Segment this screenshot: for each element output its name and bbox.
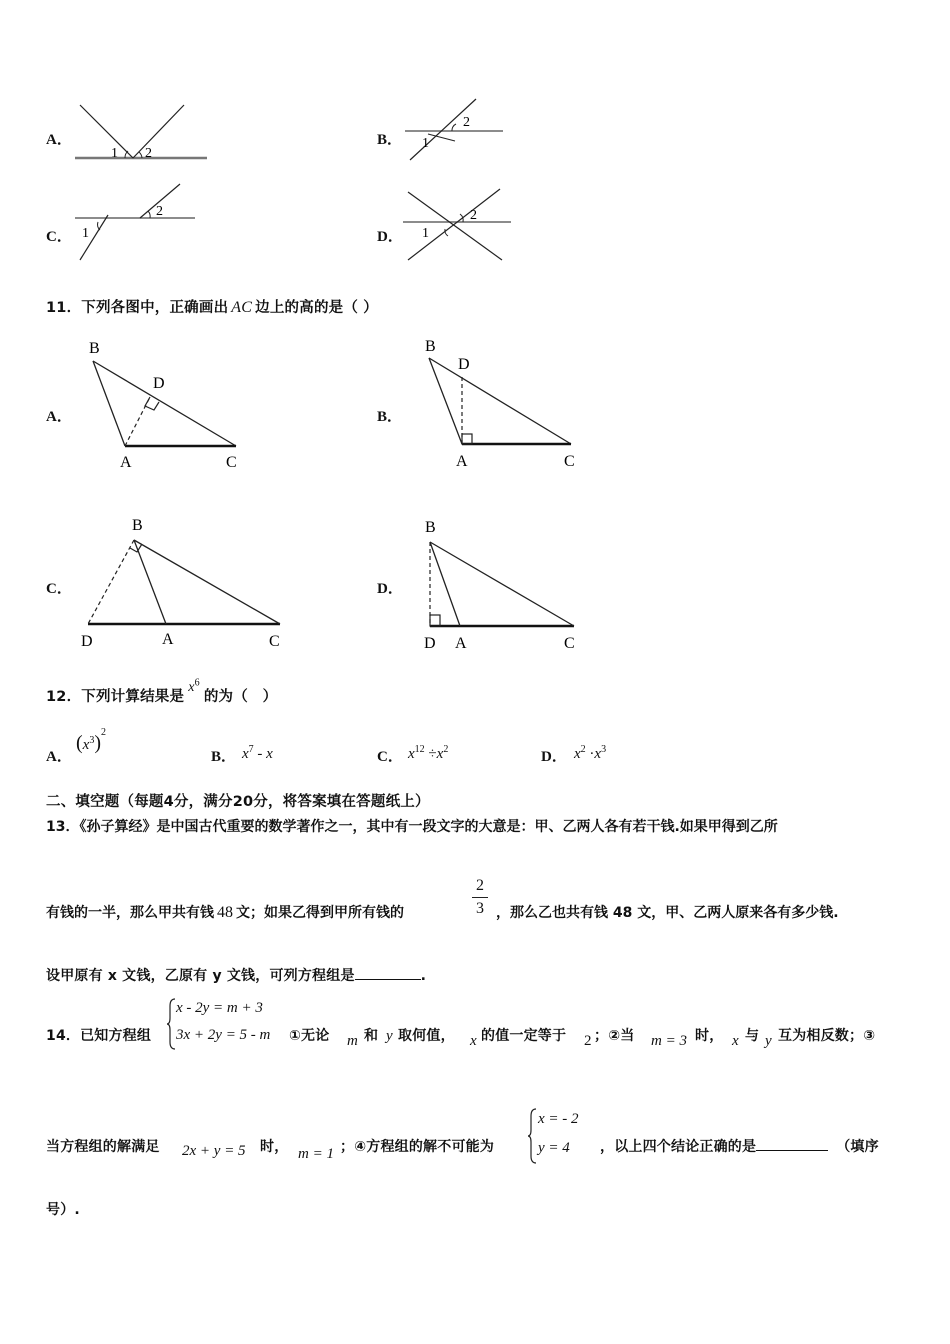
q11d-point-B: B — [425, 519, 436, 536]
q14-l2-t3: ，以上四个结论正确的是 （填序 — [600, 1136, 879, 1156]
q13-line3: 设甲原有 x 文钱，乙原有 y 文钱，可列方程组是 . — [46, 965, 426, 985]
q11-option-b: B． — [377, 409, 403, 425]
q13-frac-bar — [472, 897, 488, 898]
q11d-point-C: C — [564, 635, 575, 652]
q11-stem: 11．下列各图中，正确画出 AC 边上的高的是（ ） — [46, 299, 378, 316]
q10-option-b: B． — [377, 132, 403, 148]
q13-line2: 有钱的一半，那么甲共有钱 48 文；如果乙得到甲所有钱的 — [46, 904, 404, 921]
q12-expr-a: $(x^3)^2$ — [76, 727, 107, 754]
q12-option-b: B． — [211, 749, 237, 765]
section-heading: 二、填空题（每题4分，满分20分，将答案填在答题纸上） — [46, 794, 430, 810]
q14-sol1: x = - 2 — [538, 1111, 579, 1127]
q13-frac-num: 2 — [476, 877, 484, 894]
q13-frac-den: 3 — [476, 900, 484, 917]
q14-t8: 互为相反数；③ — [778, 1028, 876, 1044]
q14-l2-pre: 当方程组的解满足 — [46, 1139, 160, 1155]
q10b-angle-2: 2 — [463, 115, 470, 130]
q11-option-a: A． — [46, 409, 72, 425]
q14-sol2: y = 4 — [538, 1140, 570, 1156]
q14-eq2: 3x + 2y = 5 - m — [176, 1027, 271, 1043]
q11-figure-d — [418, 514, 583, 654]
q11a-point-C: C — [226, 454, 237, 471]
q10-figure-a — [70, 100, 210, 166]
q11c-point-B: B — [132, 517, 143, 534]
q11b-point-C: C — [564, 453, 575, 470]
q10a-angle-2: 2 — [145, 146, 152, 161]
q11b-point-A: A — [456, 453, 468, 470]
q14-x1: x — [470, 1033, 477, 1049]
q11d-point-A: A — [455, 635, 467, 652]
q10d-angle-2: 2 — [470, 208, 477, 223]
q14-l2-t2: ；④方程组的解不可能为 — [340, 1139, 495, 1155]
q11-figure-b — [418, 334, 583, 474]
q14-t5: ；②当 — [594, 1028, 635, 1044]
q14-t4: 的值一定等于 — [481, 1028, 567, 1044]
q13-line2-post: ，那么乙也共有钱 48 文，甲、乙两人原来各有多少钱. — [496, 905, 839, 921]
q14-l3: 号）. — [46, 1202, 80, 1218]
q12-option-d: D． — [541, 749, 567, 765]
q11c-point-D: D — [81, 633, 93, 650]
q14-x2: x — [732, 1033, 739, 1049]
q12-option-a: A． — [46, 749, 72, 765]
q11-figure-a — [80, 336, 250, 476]
q14-t2: 和 — [364, 1028, 379, 1044]
q11-option-c: C． — [46, 581, 72, 597]
q11b-point-B: B — [425, 338, 436, 355]
q10c-angle-1: 1 — [82, 226, 89, 241]
q10-option-c: C． — [46, 229, 72, 245]
q14-m1: m — [347, 1033, 358, 1049]
q11-option-d: D． — [377, 581, 403, 597]
q11c-point-A: A — [162, 631, 174, 648]
q10-option-d: D． — [377, 229, 403, 245]
q14-two: 2 — [584, 1033, 592, 1049]
q11a-point-A: A — [120, 454, 132, 471]
q10-figure-c — [70, 180, 200, 266]
q13-line1: 13．《孙子算经》是中国古代重要的数学著作之一，其中有一段文字的大意是：甲、乙两人各有若干钱.如果甲得到乙所 — [46, 819, 778, 835]
q10c-angle-2: 2 — [156, 204, 163, 219]
q12-expr-b: $x^7$ - x — [242, 744, 273, 762]
q10-option-a: A． — [46, 132, 72, 148]
q12-expr-c: $x^{12} \div x^2$ — [408, 744, 449, 762]
q13-fraction — [472, 876, 488, 919]
q11-figure-c — [76, 512, 286, 652]
q10b-angle-1: 1 — [422, 136, 429, 151]
q14-t7: 与 — [745, 1028, 760, 1044]
q11a-point-D: D — [153, 375, 165, 392]
q14-y2: y — [765, 1033, 772, 1049]
q14-m-eq1: m = 1 — [298, 1146, 334, 1162]
q12-stem: 12．下列计算结果是$x^6$的为（ ） — [46, 677, 278, 705]
q10a-angle-1: 1 — [111, 146, 118, 161]
q10-figure-d — [400, 184, 515, 266]
q14-t3: 取何值， — [398, 1028, 455, 1044]
q14-eq1: x - 2y = m + 3 — [176, 1000, 263, 1016]
q14-l2-t1: 时， — [260, 1139, 289, 1155]
q14-answer-blank[interactable] — [756, 1136, 828, 1151]
q14-system-brace — [167, 998, 169, 1050]
q14-pre: 14．已知方程组 — [46, 1028, 152, 1044]
q14-y1: y — [386, 1028, 393, 1044]
q12-option-c: C． — [377, 749, 403, 765]
q11b-point-D: D — [458, 356, 470, 373]
q14-t6: 时， — [695, 1028, 724, 1044]
q11d-point-D: D — [424, 635, 436, 652]
q14-solution-brace — [528, 1108, 538, 1164]
q12-expr-d: $x^2 \cdot x^3$ — [574, 744, 607, 762]
q13-answer-blank[interactable] — [355, 965, 421, 980]
q10-figure-b — [400, 96, 510, 166]
q14-t1: ①无论 — [289, 1028, 330, 1044]
q11c-point-C: C — [269, 633, 280, 650]
q14-m-eq: m = 3 — [651, 1033, 687, 1049]
q10d-angle-1: 1 — [422, 226, 429, 241]
q11a-point-B: B — [89, 340, 100, 357]
q14-cond: 2x + y = 5 — [182, 1143, 246, 1159]
